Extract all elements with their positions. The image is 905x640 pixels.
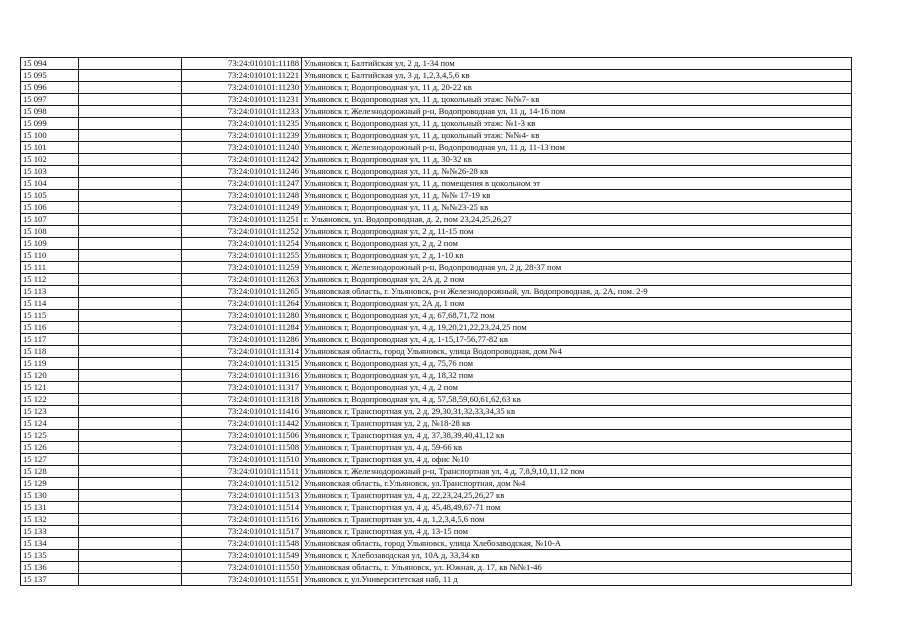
cadastral-number: 73:24:010101:11230 [182,82,302,94]
empty-cell [79,454,182,466]
row-number: 15 107 [21,214,79,226]
row-number: 15 112 [21,274,79,286]
empty-cell [79,442,182,454]
row-number: 15 099 [21,118,79,130]
row-number: 15 131 [21,502,79,514]
table-row [21,226,852,238]
empty-cell [79,322,182,334]
empty-cell [79,562,182,574]
empty-cell [79,574,182,586]
address: Ульяновская область, г.Ульяновск, ул.Транспортная, дом №4 [302,478,852,490]
address: Ульяновск г, Водопроводная ул, 11 д, 30-32 кв [302,154,852,166]
cadastral-number: 73:24:010101:11551 [182,574,302,586]
table-row [21,526,852,538]
table-row [21,214,852,226]
empty-cell [79,406,182,418]
row-number: 15 128 [21,466,79,478]
row-number: 15 106 [21,202,79,214]
cadastral-number: 73:24:010101:11511 [182,466,302,478]
empty-cell [79,94,182,106]
address: Ульяновск г, Водопроводная ул, 11 д, №№23-25 кв [302,202,852,214]
empty-cell [79,346,182,358]
cadastral-number: 73:24:010101:11508 [182,442,302,454]
table-row [21,514,852,526]
empty-cell [79,214,182,226]
cadastral-number: 73:24:010101:11240 [182,142,302,154]
empty-cell [79,430,182,442]
table-row [21,538,852,550]
cadastral-number: 73:24:010101:11265 [182,286,302,298]
table-row [21,334,852,346]
row-number: 15 110 [21,250,79,262]
row-number: 15 118 [21,346,79,358]
empty-cell [79,478,182,490]
empty-cell [79,154,182,166]
row-number: 15 122 [21,394,79,406]
empty-cell [79,298,182,310]
cadastral-number: 73:24:010101:11221 [182,70,302,82]
address: Ульяновск г, Водопроводная ул, 11 д, цокольный этаж: №№7- кв [302,94,852,106]
row-number: 15 113 [21,286,79,298]
address: Ульяновск г, Железнодорожный р-н, Транспортная ул, 4 д, 7,8,9,10,11,12 пом [302,466,852,478]
cadastral-number: 73:24:010101:11188 [182,58,302,70]
cadastral-number: 73:24:010101:11251 [182,214,302,226]
table-row [21,82,852,94]
cadastral-number: 73:24:010101:11316 [182,370,302,382]
cadastral-number: 73:24:010101:11235 [182,118,302,130]
address: Ульяновск г, Водопроводная ул, 4 д, 2 пом [302,382,852,394]
row-number: 15 135 [21,550,79,562]
cadastral-number: 73:24:010101:11255 [182,250,302,262]
table-row [21,274,852,286]
table-row [21,106,852,118]
row-number: 15 102 [21,154,79,166]
row-number: 15 117 [21,334,79,346]
cadastral-number: 73:24:010101:11550 [182,562,302,574]
address: Ульяновск г, Транспортная ул, 4 д, 59-66 кв [302,442,852,454]
cadastral-number: 73:24:010101:11315 [182,358,302,370]
address: Ульяновск г, Транспортная ул, 4 д, 13-15 пом [302,526,852,538]
address: Ульяновск г, Водопроводная ул, 2 д, 1-10 кв [302,250,852,262]
cadastral-number: 73:24:010101:11247 [182,178,302,190]
cadastral-number: 73:24:010101:11259 [182,262,302,274]
table-row [21,142,852,154]
address: Ульяновск г, Водопроводная ул, 11 д, цокольный этаж: №№4- кв [302,130,852,142]
address: Ульяновск г, Транспортная ул, 2 д, 29,30,31,32,33,34,35 кв [302,406,852,418]
row-number: 15 123 [21,406,79,418]
row-number: 15 098 [21,106,79,118]
empty-cell [79,538,182,550]
table-row [21,346,852,358]
table-row [21,94,852,106]
cadastral-number: 73:24:010101:11548 [182,538,302,550]
empty-cell [79,250,182,262]
row-number: 15 115 [21,310,79,322]
empty-cell [79,274,182,286]
address: Ульяновск г, Водопроводная ул, 11 д, №№26-28 кв [302,166,852,178]
empty-cell [79,202,182,214]
empty-cell [79,382,182,394]
row-number: 15 097 [21,94,79,106]
row-number: 15 129 [21,478,79,490]
address: Ульяновск г, Водопроводная ул, 2 д, 2 пом [302,238,852,250]
empty-cell [79,490,182,502]
address: Ульяновск г, Водопроводная ул, 4 д, 18,32 пом [302,370,852,382]
row-number: 15 120 [21,370,79,382]
row-number: 15 116 [21,322,79,334]
table-row [21,418,852,430]
row-number: 15 103 [21,166,79,178]
row-number: 15 132 [21,514,79,526]
cadastral-number: 73:24:010101:11284 [182,322,302,334]
table-row [21,430,852,442]
address: Ульяновск г, Транспортная ул, 4 д, офис №10 [302,454,852,466]
row-number: 15 136 [21,562,79,574]
table-row [21,58,852,70]
table-row [21,238,852,250]
cadastral-number: 73:24:010101:11506 [182,430,302,442]
empty-cell [79,394,182,406]
cadastral-number: 73:24:010101:11246 [182,166,302,178]
row-number: 15 109 [21,238,79,250]
table-row [21,382,852,394]
table-row [21,562,852,574]
table-row [21,286,852,298]
table-row [21,406,852,418]
table-row [21,322,852,334]
address: Ульяновск г, Водопроводная ул, 11 д, помещения в цокольном эт [302,178,852,190]
row-number: 15 134 [21,538,79,550]
table-row [21,130,852,142]
cadastral-number: 73:24:010101:11254 [182,238,302,250]
empty-cell [79,550,182,562]
table-row [21,202,852,214]
empty-cell [79,70,182,82]
empty-cell [79,370,182,382]
registry-table-body [21,58,852,586]
table-row [21,466,852,478]
cadastral-number: 73:24:010101:11231 [182,94,302,106]
address: Ульяновск г, Водопроводная ул, 4 д, 67,68,71,72 пом [302,310,852,322]
cadastral-number: 73:24:010101:11233 [182,106,302,118]
table-row [21,154,852,166]
registry-table [20,57,852,586]
cadastral-number: 73:24:010101:11264 [182,298,302,310]
cadastral-number: 73:24:010101:11416 [182,406,302,418]
row-number: 15 100 [21,130,79,142]
empty-cell [79,310,182,322]
empty-cell [79,526,182,538]
table-row [21,118,852,130]
empty-cell [79,514,182,526]
empty-cell [79,118,182,130]
address: Ульяновская область, г. Ульяновск, ул. Южная, д. 17, кв №№1-46 [302,562,852,574]
empty-cell [79,262,182,274]
table-row [21,502,852,514]
address: Ульяновск г, Балтийская ул, 2 д, 1-34 пом [302,58,852,70]
empty-cell [79,226,182,238]
address: Ульяновск г, Водопроводная ул, 2А д, 2 пом [302,274,852,286]
table-row [21,490,852,502]
empty-cell [79,502,182,514]
cadastral-number: 73:24:010101:11248 [182,190,302,202]
address: Ульяновск г, Железнодорожный р-н, Водопроводная ул, 2 д, 28-37 пом [302,262,852,274]
cadastral-number: 73:24:010101:11513 [182,490,302,502]
cadastral-number: 73:24:010101:11512 [182,478,302,490]
table-row [21,358,852,370]
address: Ульяновск г, Водопроводная ул, 4 д, 19,20,21,22,23,24,25 пом [302,322,852,334]
address: Ульяновская область, город Ульяновск, улица Хлебозаводская, №10-А [302,538,852,550]
table-row [21,250,852,262]
cadastral-number: 73:24:010101:11314 [182,346,302,358]
empty-cell [79,142,182,154]
address: Ульяновск г, Железнодорожный р-н, Водопроводная ул, 11 д, 14-16 пом [302,106,852,118]
cadastral-number: 73:24:010101:11249 [182,202,302,214]
row-number: 15 095 [21,70,79,82]
empty-cell [79,238,182,250]
cadastral-number: 73:24:010101:11516 [182,514,302,526]
row-number: 15 127 [21,454,79,466]
empty-cell [79,466,182,478]
address: Ульяновск г, Транспортная ул, 4 д, 1,2,3,4,5,6 пом [302,514,852,526]
address: Ульяновск г, Транспортная ул, 4 д, 45,48,49,67-71 пом [302,502,852,514]
row-number: 15 119 [21,358,79,370]
empty-cell [79,358,182,370]
row-number: 15 133 [21,526,79,538]
empty-cell [79,58,182,70]
table-row [21,178,852,190]
empty-cell [79,106,182,118]
row-number: 15 125 [21,430,79,442]
cadastral-number: 73:24:010101:11514 [182,502,302,514]
address: Ульяновская область, г. Ульяновск, р-н Железнодорожный, ул. Водопроводная, д. 2А, пом. 2-9 [302,286,852,298]
empty-cell [79,82,182,94]
row-number: 15 108 [21,226,79,238]
cadastral-number: 73:24:010101:11242 [182,154,302,166]
address: Ульяновская область, город Ульяновск, улица Водопроводная, дом №4 [302,346,852,358]
row-number: 15 130 [21,490,79,502]
address: Ульяновск г, Водопроводная ул, 11 д, №№ 17-19 кв [302,190,852,202]
table-row [21,262,852,274]
address: Ульяновск г, Транспортная ул, 2 д, №18-28 кв [302,418,852,430]
table-row [21,310,852,322]
table-row [21,370,852,382]
row-number: 15 096 [21,82,79,94]
cadastral-number: 73:24:010101:11517 [182,526,302,538]
row-number: 15 094 [21,58,79,70]
cadastral-number: 73:24:010101:11510 [182,454,302,466]
empty-cell [79,130,182,142]
row-number: 15 137 [21,574,79,586]
empty-cell [79,166,182,178]
cadastral-number: 73:24:010101:11317 [182,382,302,394]
row-number: 15 101 [21,142,79,154]
row-number: 15 121 [21,382,79,394]
address: Ульяновск г, Хлебозаводская ул, 10А д, 33,34 кв [302,550,852,562]
cadastral-number: 73:24:010101:11442 [182,418,302,430]
empty-cell [79,286,182,298]
row-number: 15 124 [21,418,79,430]
address: Ульяновск г, ул.Университетская наб, 11 д [302,574,852,586]
address: Ульяновск г, Водопроводная ул, 11 д, 20-22 кв [302,82,852,94]
row-number: 15 114 [21,298,79,310]
address: Ульяновск г, Водопроводная ул, 2 д, 11-15 пом [302,226,852,238]
address: Ульяновск г, Водопроводная ул, 4 д, 1-15,17-56,77-82 кв [302,334,852,346]
empty-cell [79,418,182,430]
address: Ульяновск г, Водопроводная ул, 4 д, 75,76 пом [302,358,852,370]
table-row [21,298,852,310]
table-row [21,70,852,82]
cadastral-number: 73:24:010101:11318 [182,394,302,406]
address: Ульяновск г, Водопроводная ул, 2А д, 1 пом [302,298,852,310]
address: Ульяновск г, Балтийская ул, 3 д, 1,2,3,4,5,6 кв [302,70,852,82]
table-row [21,190,852,202]
table-row [21,574,852,586]
row-number: 15 104 [21,178,79,190]
table-row [21,454,852,466]
table-row [21,166,852,178]
row-number: 15 126 [21,442,79,454]
table-row [21,394,852,406]
address: Ульяновск г, Железнодорожный р-н, Водопроводная ул, 11 д, 11-13 пом [302,142,852,154]
table-row [21,442,852,454]
cadastral-number: 73:24:010101:11280 [182,310,302,322]
table-row [21,550,852,562]
cadastral-number: 73:24:010101:11549 [182,550,302,562]
empty-cell [79,190,182,202]
cadastral-number: 73:24:010101:11263 [182,274,302,286]
cadastral-number: 73:24:010101:11239 [182,130,302,142]
empty-cell [79,334,182,346]
row-number: 15 111 [21,262,79,274]
address: Ульяновск г, Водопроводная ул, 11 д, цокольный этаж: №1-3 кв [302,118,852,130]
address: Ульяновск г, Транспортная ул, 4 д, 22,23,24,25,26,27 кв [302,490,852,502]
address: Ульяновск г, Транспортная ул, 4 д, 37,38,39,40,41,12 кв [302,430,852,442]
cadastral-number: 73:24:010101:11252 [182,226,302,238]
address: г. Ульяновск, ул. Водопроводная, д. 2, пом 23,24,25,26,27 [302,214,852,226]
cadastral-number: 73:24:010101:11286 [182,334,302,346]
table-row [21,478,852,490]
row-number: 15 105 [21,190,79,202]
empty-cell [79,178,182,190]
address: Ульяновск г, Водопроводная ул, 4 д, 57,58,59,60,61,62,63 кв [302,394,852,406]
